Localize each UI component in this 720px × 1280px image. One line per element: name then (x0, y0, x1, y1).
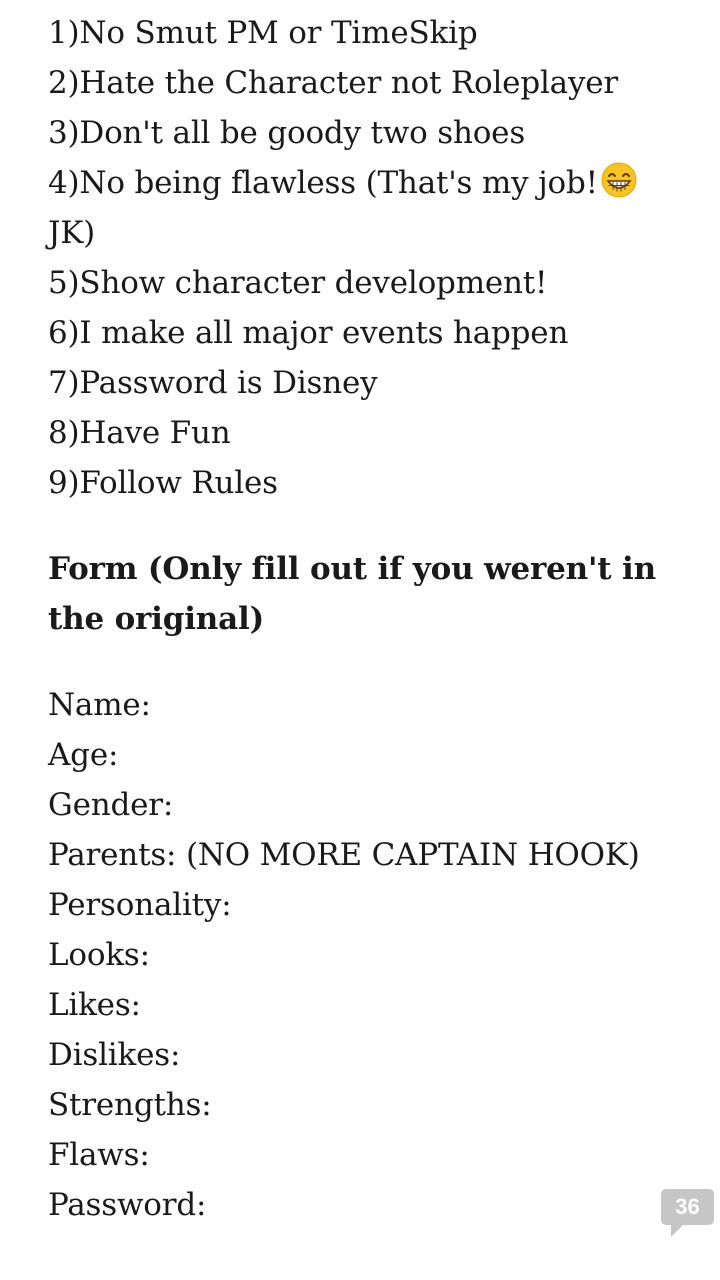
rule-8: 8)Have Fun (48, 415, 231, 451)
field-personality: Personality: (48, 887, 232, 923)
rule-3: 3)Don't all be goody two shoes (48, 115, 526, 151)
field-parents: Parents: (NO MORE CAPTAIN HOOK) (48, 837, 640, 873)
rule-1: 1)No Smut PM or TimeSkip (48, 15, 478, 51)
form-heading (48, 544, 668, 644)
form-heading-line-1: Form (Only fill out if you weren't in (48, 551, 656, 587)
field-looks: Looks: (48, 937, 150, 973)
rule-2: 2)Hate the Character not Roleplayer (48, 65, 619, 101)
comment-count: 36 (675, 1194, 700, 1219)
grinning-face-icon (600, 161, 638, 199)
field-password: Password: (48, 1187, 207, 1223)
inline-comment-button[interactable] (661, 1189, 714, 1225)
rule-4-continued: JK) (48, 215, 96, 251)
rules-list (48, 8, 668, 508)
field-likes: Likes: (48, 987, 141, 1023)
rule-5: 5)Show character development! (48, 265, 548, 301)
field-flaws: Flaws: (48, 1137, 150, 1173)
field-age: Age: (48, 737, 119, 773)
field-gender: Gender: (48, 787, 174, 823)
field-strengths: Strengths: (48, 1087, 212, 1123)
field-name: Name: (48, 687, 151, 723)
rule-7: 7)Password is Disney (48, 365, 378, 401)
form-heading-line-2: the original) (48, 601, 265, 637)
rule-4 (48, 158, 668, 208)
story-content (48, 8, 668, 1230)
rule-6: 6)I make all major events happen (48, 315, 569, 351)
field-dislikes: Dislikes: (48, 1037, 181, 1073)
form-fields (48, 680, 668, 1230)
speech-bubble-tail-icon (671, 1225, 683, 1237)
rule-4-text: 4)No being flawless (That's my job! (48, 165, 598, 201)
rule-9: 9)Follow Rules (48, 465, 278, 501)
